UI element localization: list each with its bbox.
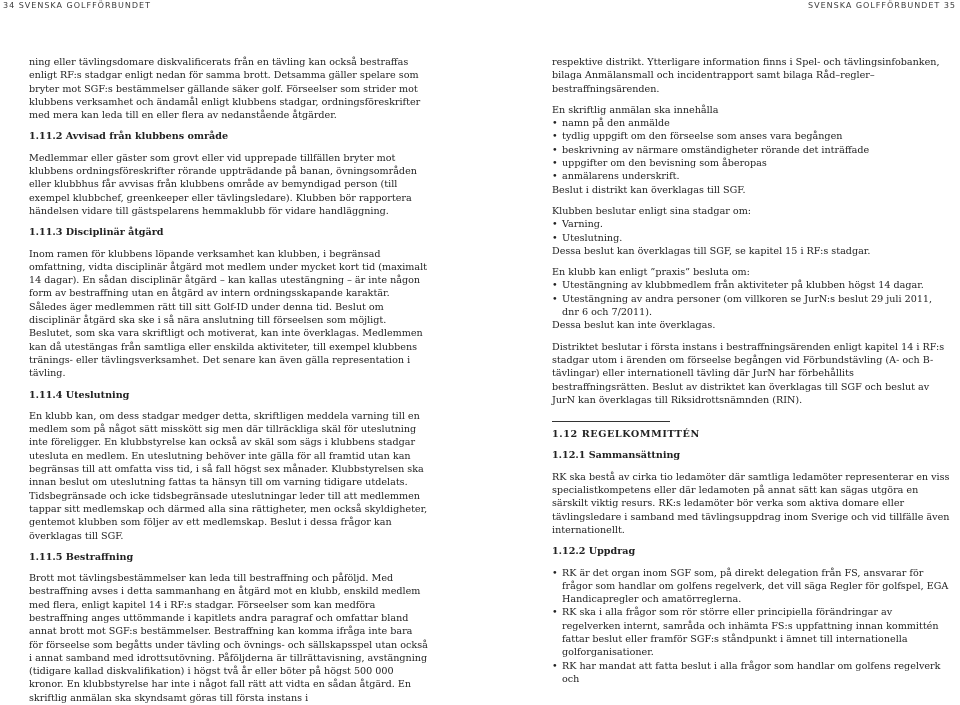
- bullet-icon: •: [552, 219, 558, 231]
- anmalan-after: Beslut i distrikt kan överklagas till SGF.: [552, 184, 746, 196]
- uppdrag-list: [552, 567, 952, 687]
- left-column: [29, 56, 429, 705]
- list-item: • beskrivning av närmare omständigheter rörande det inträffade: [552, 144, 870, 156]
- bullet-icon: •: [552, 131, 558, 143]
- list-item: • uppgifter om den bevisning som åberopas: [552, 158, 767, 170]
- section-divider: [552, 421, 670, 422]
- bullet-icon: •: [552, 567, 558, 579]
- list-item: • RK är det organ inom SGF som, på direkt delegation från FS, ansvarar för frågor som handlar om golfens regelverk, det vill säga Regler för golfspel, EGA Handicapregler och amatörreglerna.: [552, 567, 949, 606]
- bullet-icon: •: [552, 660, 558, 672]
- section-heading-1-11-4: 1.11.4 Uteslutning: [29, 389, 130, 401]
- klubb-beslut-block: [552, 205, 952, 258]
- list-item: • Uteslutning.: [552, 232, 623, 244]
- bullet-icon: •: [552, 232, 558, 244]
- anmalan-list: [552, 117, 952, 183]
- list-item: • namn på den anmälde: [552, 118, 670, 130]
- klubb-beslut-intro: Klubben beslutar enligt sina stadgar om:: [552, 205, 752, 217]
- right-column: [552, 56, 952, 686]
- anmalan-block: [552, 104, 952, 197]
- bullet-icon: •: [552, 118, 558, 130]
- anmalan-intro: En skriftlig anmälan ska innehålla: [552, 104, 719, 116]
- intro-paragraph: ning eller tävlingsdomare diskvalificerats från en tävling kan också bestraffas enligt RF:s stadgar enligt nedan för samma brott. Detsamma gäller spelare som bryter mot SGF:s bestämmelser gällande säker golf. Förseelser som strider mot klubbens verksamhet och ändamål enligt klubbens stadgar, ordningsföreskrifter med mera kan leda till en eller flera av nedanstående åtgärder.: [29, 57, 421, 122]
- list-item: • RK ska i alla frågor som rör större eller principiella förändringar av regelverken internt, samråda och inhämta FS:s uppfattning innan kommittén fattar beslut eller framför SGF:s ståndpunkt i ämnet till internationella golforganisationer.: [552, 607, 939, 659]
- paragraph-avvisad: Medlemmar eller gäster som grovt eller vid upprepade tillfällen bryter mot klubbens ordningsföreskrifter rörande uppträdande på banan, övningsområden eller klubbhus får avvisas från klubbens område av bemyndigad person (till exempel klubbchef, greenkeeper eller tävlingsledare). Klubben bör rapportera händelsen vidare till gästspelarens hemmaklubb för vidare handläggning.: [29, 152, 417, 217]
- klubb-beslut-after: Dessa beslut kan överklagas till SGF, se kapitel 15 i RF:s stadgar.: [552, 245, 871, 257]
- bullet-icon: •: [552, 293, 558, 305]
- section-heading-1-12-2: 1.12.2 Uppdrag: [552, 546, 636, 558]
- list-item: • Utestängning av andra personer (om villkoren se JurN:s beslut 29 juli 2011, dnr 6 och 7/2011).: [552, 293, 933, 319]
- section-heading-1-12-1: 1.12.1 Sammansättning: [552, 450, 681, 462]
- section-heading-1-11-5: 1.11.5 Bestraffning: [29, 551, 134, 563]
- list-item: • Utestängning av klubbmedlem från aktiviteter på klubben högst 14 dagar.: [552, 280, 924, 292]
- header-right-page-label: SVENSKA GOLFFÖRBUNDET 35: [808, 1, 956, 10]
- section-heading-1-11-2: 1.11.2 Avvisad från klubbens område: [29, 131, 229, 143]
- bullet-icon: •: [552, 280, 558, 292]
- bullet-icon: •: [552, 171, 558, 183]
- praxis-list: [552, 279, 952, 319]
- list-item: • anmälarens underskrift.: [552, 171, 680, 183]
- paragraph-distrikt: respektive distrikt. Ytterligare information finns i Spel- och tävlingsinfobanken, bilaga Anmälansmall och incidentrapport samt bilaga Råd–regler–bestraffningsärenden.: [552, 57, 940, 95]
- bullet-icon: •: [552, 144, 558, 156]
- header-left-page-label: 34 SVENSKA GOLFFÖRBUNDET: [3, 1, 151, 10]
- page-header: [0, 0, 960, 12]
- list-item: • Varning.: [552, 219, 603, 231]
- klubb-beslut-list: [552, 218, 952, 245]
- list-item: • tydlig uppgift om den förseelse som anses vara begången: [552, 131, 843, 143]
- list-item: • RK har mandat att fatta beslut i alla frågor som handlar om golfens regelverk och: [552, 660, 941, 685]
- praxis-intro: En klubb kan enligt ”praxis” besluta om:: [552, 267, 750, 279]
- section-heading-1-11-3: 1.11.3 Disciplinär åtgärd: [29, 227, 164, 239]
- paragraph-distriktet-beslutar: Distriktet beslutar i första instans i bestraffningsärenden enligt kapitel 14 i RF:s stadgar utom i ärenden om förseelse begången vid Förbundstävling (A- och B-tävlingar) eller internationell tävling där JurN har förbehållits bestraffningsrätten. Beslut av distriktet kan överklagas till SGF och beslut av JurN kan överklagas till Riksidrottsnämnden (RIN).: [552, 341, 945, 406]
- bullet-icon: •: [552, 158, 558, 170]
- paragraph-bestraffning: Brott mot tävlingsbestämmelser kan leda till bestraffning och påföljd. Med bestraffning avses i detta sammanhang en åtgärd mot en klubb, enskild medlem med flera, enligt kapitel 14 i RF:s stadgar. Förseelser som kan medföra bestraffning anges uttömmande i kapitlets andra paragraf och omfattar bland annat brott mot SGF:s bestämmelser. Bestraffning kan komma ifråga inte bara för förseelse som begåtts under tävling och övnings- och sällskapsspel utan också i annat samband med idrottsutövning. Påföljderna är tillrättavisning, avstängning (tidigare kallad diskvalifikation) i högst två år eller böter på högst 500 000 kronor. En klubbstyrelse har inte i något fall rätt att vidta en sådan åtgärd. En skriftlig anmälan ska skyndsamt göras till första instans i: [29, 573, 428, 704]
- paragraph-disciplinar: Inom ramen för klubbens löpande verksamhet kan klubben, i begränsad omfattning, vidta disciplinär åtgärd mot medlem under mycket kort tid (maximalt 14 dagar). En sådan disciplinär åtgärd – kan kallas utestängning – är inte någon form av bestraffning utan en åtgärd av intern ordningsskapande karaktär. Således äger medlemmen rätt till sitt Golf-ID under denna tid. Beslut om disciplinär åtgärd ska ske i så nära anslutning till förseelsen som möjligt. Beslutet, som ska vara skriftligt och motiverat, kan inte överklagas. Medlemmen kan då utestängas från samtliga eller enskilda aktiviteter, till exempel klubbens tränings- eller tävlingsverksamhet. Det senare kan även gälla representation i tävling.: [29, 248, 428, 380]
- paragraph-uteslutning: En klubb kan, om dess stadgar medger detta, skriftligen meddela varning till en medlem som på något sätt misskött sig men där tillräckliga skäl för uteslutning inte föreligger. En klubbstyrelse kan också av skäl som sägs i klubbens stadgar utesluta en medlem. En uteslutning behöver inte gälla för all framtid utan kan begränsas till att omfatta viss tid, i så fall högst sex månader. Klubbstyrelsen ska innan beslut om uteslutning fattas ta hänsyn till om varning tidigare utdelats. Tidsbegränsade och icke tidsbegränsade uteslutningar leder till att medlemmen tappar sitt medlemskap och därmed alla sina rättigheter, men också skyldigheter, gentemot klubben som följer av ett medlemskap. Beslut i dessa frågor kan överklagas till SGF.: [29, 410, 428, 542]
- bullet-icon: •: [552, 607, 558, 619]
- praxis-after: Dessa beslut kan inte överklagas.: [552, 320, 716, 332]
- praxis-block: [552, 266, 952, 332]
- paragraph-sammansattning: RK ska bestå av cirka tio ledamöter där samtliga ledamöter representerar en viss specialistkompetens eller där ledamoten på annat sätt kan sägas utgöra en särskilt viktig resurs. RK:s ledamöter bör verka som aktiva domare eller tävlingsledare i samband med tävlingsuppdrag inom Sverige och vid tillfälle även internationellt.: [552, 471, 950, 536]
- section-heading-1-12: 1.12 REGELKOMMITTÉN: [552, 429, 700, 441]
